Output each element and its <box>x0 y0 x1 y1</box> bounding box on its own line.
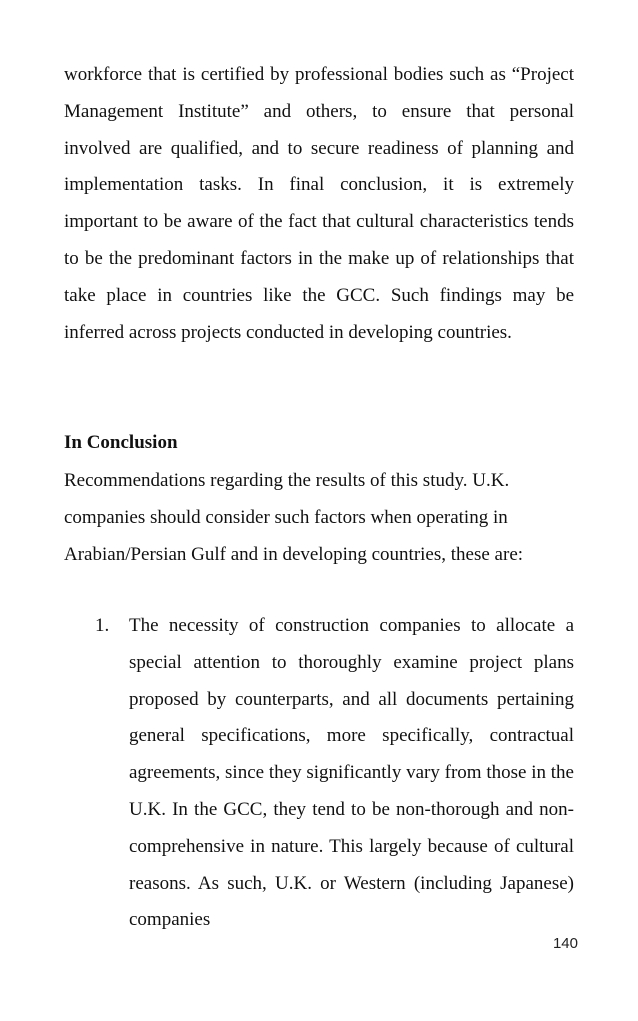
intro-paragraph: Recommendations regarding the results of this study. U.K. companies should consider such factors when operating in Arabian/Persian Gulf and in developing countries, these are: <box>64 470 524 565</box>
opening-paragraph: workforce that is certified by professional bodies such as “Project Management Institute” and others, to ensure that personal involved are qualified, and to secure readiness of planning and implementation tasks. In final conclusion, it is extremely important to be aware of the fact that cultural characteristics tends to be the predominant factors in the make up of relationships that take place in countries like the GCC. Such findings may be inferred across projects conducted in developing countries. <box>64 64 574 343</box>
recommendations-list <box>64 608 574 939</box>
list-item-text: The necessity of construction companies to allocate a special attention to thoroughly examine project plans proposed by counterparts, and all documents pertaining general specifications, more specifically, contractual agreements, since they significantly vary from those in the U.K. In the GCC, they tend to be non-thorough and non-comprehensive in nature. This largely because of cultural reasons. As such, U.K. or Western (including Japanese) companies <box>129 615 574 931</box>
list-item-number: 1. <box>95 615 110 636</box>
page-number: 140 <box>552 935 578 952</box>
section-heading: In Conclusion <box>64 432 178 453</box>
list-item <box>64 608 574 939</box>
